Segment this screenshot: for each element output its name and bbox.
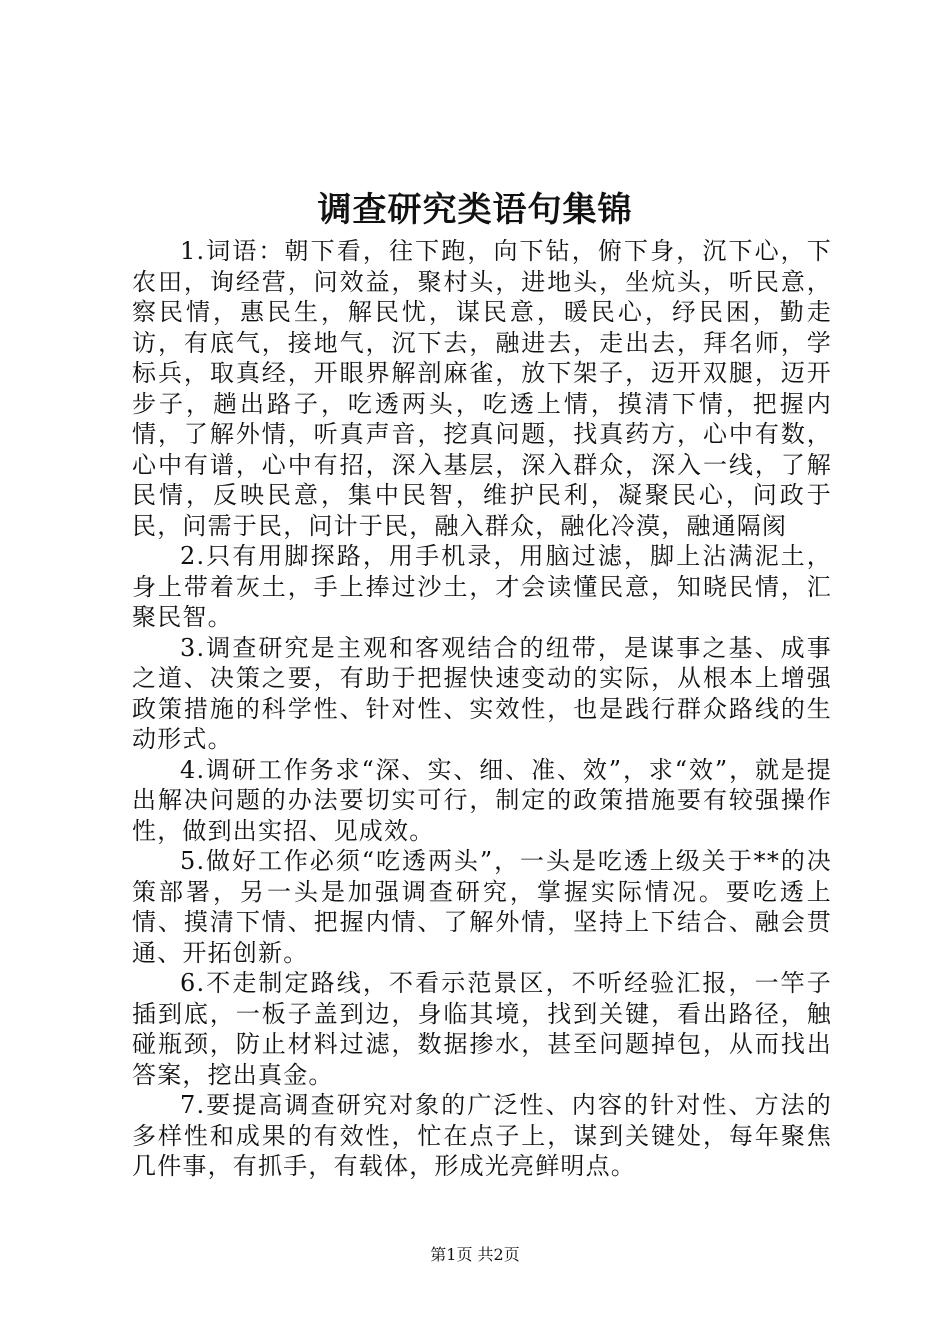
paragraph-4: 4.调研工作务求“深、实、细、准、效”，求“效”，就是提出解决问题的办法要切实可行，制定的政策措施要有较强操作性，做到出实招、见成效。 — [132, 755, 832, 845]
paragraph-2: 2.只有用脚探路，用手机录，用脑过滤，脚上沾满泥土，身上带着灰土，手上捧过沙土，才会读懂民意，知晓民情，汇聚民智。 — [132, 542, 832, 631]
paragraph-3: 3.调查研究是主观和客观结合的纽带，是谋事之基、成事之道、决策之要，有助于把握快速变动的实际，从根本上增强政策措施的科学性、针对性、实效性，也是践行群众路线的生动形式。 — [132, 633, 832, 753]
document-title: 调查研究类语句集锦 — [317, 190, 633, 230]
paragraph-5: 5.做好工作必须“吃透两头”，一头是吃透上级关于**的决策部署，另一头是加强调查研究，掌握实际情况。要吃透上情、摸清下情、把握内情、了解外情，坚持上下结合、融会贯通、开拓创新。 — [132, 847, 832, 967]
paragraph-7: 7.要提高调查研究对象的广泛性、内容的针对性、方法的多样性和成果的有效性，忙在点子上，谋到关键处，每年聚焦几件事，有抓手，有载体，形成光亮鲜明点。 — [132, 1091, 832, 1180]
paragraph-6: 6.不走制定路线，不看示范景区，不听经验汇报，一竿子插到底，一板子盖到边，身临其境，找到关键，看出路径，触碰瓶颈，防止材料过滤，数据掺水，甚至问题掉包，从而找出答案，挖出真金。 — [132, 969, 832, 1089]
paragraph-1: 1.词语：朝下看，往下跑，向下钻，俯下身，沉下心，下农田，询经营，问效益，聚村头，进地头，坐炕头，听民意，察民情，惠民生，解民忧，谋民意，暖民心，纾民困，勤走访，有底气，接地气，沉下去，融进去，走出去，拜名师，学标兵，取真经，开眼界解剖麻雀，放下架子，迈开双腿，迈开步子，趟出路子，吃透两头，吃透上情，摸清下情，把握内情，了解外情，听真声音，挖真问题，找真药方，心中有数，心中有谱，心中有招，深入基层，深入群众，深入一线，了解民情，反映民意，集中民智，维护民利，凝聚民心，问政于民，问需于民，问计于民，融入群众，融化冷漠，融通隔阂 — [132, 237, 832, 540]
page-number-footer: 第1页 共2页 — [430, 1245, 520, 1264]
document-body — [132, 236, 832, 1182]
